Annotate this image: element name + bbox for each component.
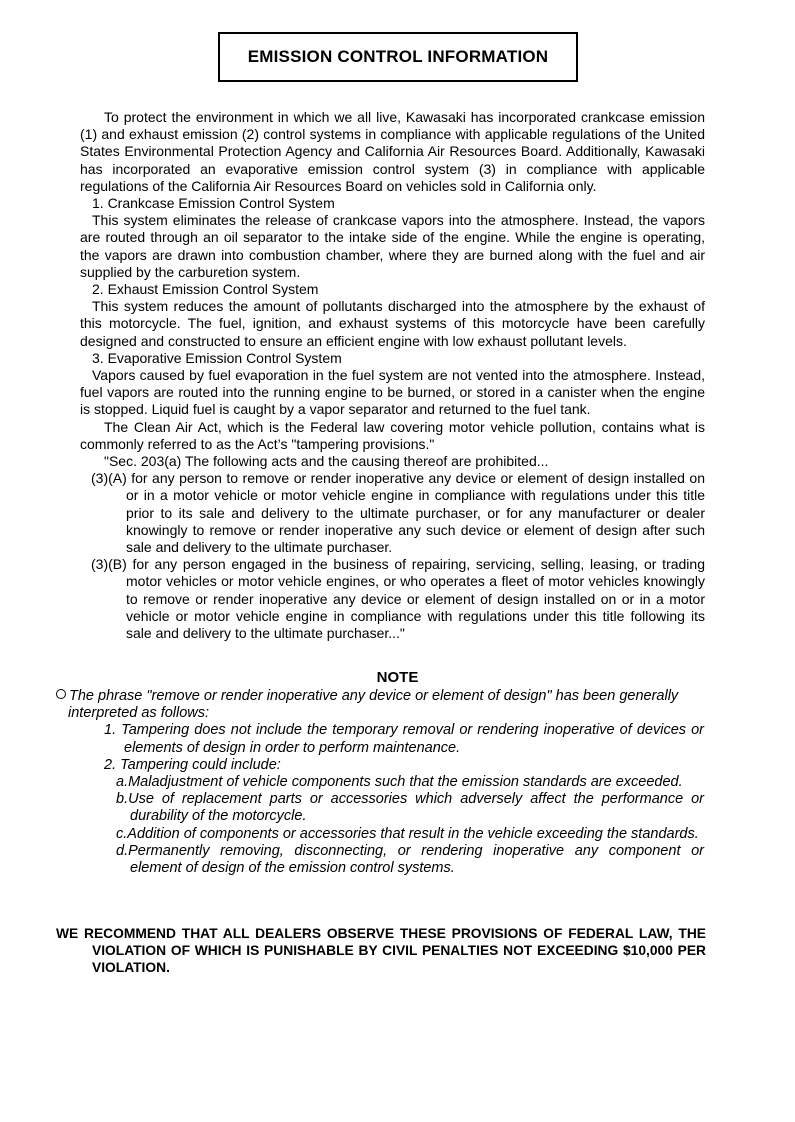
- system-body-exhaust: This system reduces the amount of pollutants discharged into the atmosphere by the exhaust of this motorcycle. The fuel, ignition, and exhaust systems of this motorcycle have been carefully designed and constructed to ensure an efficient engine with low exhaust pollutant levels.: [80, 298, 705, 349]
- system-heading-crankcase: 1. Crankcase Emission Control System: [92, 195, 335, 212]
- sec-203-quote: "Sec. 203(a) The following acts and the causing thereof are prohibited...: [104, 453, 549, 470]
- circle-bullet-icon: [56, 689, 66, 699]
- clause-3a: (3)(A) for any person to remove or render inoperative any device or element of design installed on or in a motor vehicle or motor vehicle engine in compliance with regulations under this title prior to its sale and delivery to the ultimate purchaser, or for any manufacturer or dealer knowingly to remove or render inoperative any such device or element of design after such sale and delivery to the ultimate purchaser.: [91, 470, 705, 556]
- system-heading-evaporative: 3. Evaporative Emission Control System: [92, 349, 342, 366]
- note-item-2: 2. Tampering could include:: [104, 756, 281, 773]
- body-text: [80, 109, 705, 642]
- clean-air-act-paragraph: The Clean Air Act, which is the Federal law covering motor vehicle pollution, contains what is commonly referred to as the Act’s "tampering provisions.": [80, 418, 705, 452]
- note-subitem-c: c.Addition of components or accessories that result in the vehicle exceeding the standards.: [116, 825, 699, 842]
- note-intro: [56, 688, 746, 722]
- clause-3b: (3)(B) for any person engaged in the business of repairing, servicing, selling, leasing, or trading motor vehicles or motor vehicle engines, or who operates a fleet of motor vehicles knowingly to remove or render inoperative any device or element of design installed on or in a motor vehicle or motor vehicle engine in compliance with regulations under this title following its sale and delivery to the ultimate purchaser...": [91, 556, 705, 642]
- note-block: [56, 688, 746, 877]
- page-title: EMISSION CONTROL INFORMATION: [218, 32, 578, 82]
- system-heading-exhaust: 2. Exhaust Emission Control System: [92, 281, 319, 298]
- system-body-crankcase: This system eliminates the release of crankcase vapors into the atmosphere. Instead, the vapors are routed through an oil separator to the intake side of the engine. While the engine is operating, the vapors are drawn into combustion chamber, where they are burned along with the fuel and air supplied by the carburetion system.: [80, 212, 705, 280]
- note-subitem-b: b.Use of replacement parts or accessories which adversely affect the performance or durability of the motorcycle.: [116, 791, 704, 825]
- note-subitem-a: a.Maladjustment of vehicle components such that the emission standards are exceeded.: [116, 774, 683, 791]
- intro-paragraph: To protect the environment in which we all live, Kawasaki has incorporated crankcase emission (1) and exhaust emission (2) control systems in compliance with applicable regulations of the United States Environmental Protection Agency and California Air Resources Board. Additionally, Kawasaki has incorporated an evaporative emission control system (3) in compliance with applicable regulations of the California Air Resources Board on vehicles sold in California only.: [80, 109, 705, 194]
- dealer-warning: WE RECOMMEND THAT ALL DEALERS OBSERVE THESE PROVISIONS OF FEDERAL LAW, THE VIOLATION OF WHICH IS PUNISHABLE BY CIVIL PENALTIES NOT EXCEEDING $10,000 PER VIOLATION.: [56, 926, 706, 976]
- note-intro-text: The phrase "remove or render inoperative any device or element of design" has been generally interpreted as follows:: [68, 688, 679, 722]
- note-item-1: 1. Tampering does not include the temporary removal or rendering inoperative of devices or elements of design in order to perform maintenance.: [104, 722, 704, 756]
- note-heading: NOTE: [376, 669, 419, 686]
- note-subitem-d: d.Permanently removing, disconnecting, or rendering inoperative any component or element of design of the emission control systems.: [116, 842, 704, 877]
- system-body-evaporative: Vapors caused by fuel evaporation in the fuel system are not vented into the atmosphere. Instead, fuel vapors are routed into the running engine to be burned, or stored in a canister when the engine is stopped. Liquid fuel is caught by a vapor separator and returned to the fuel tank.: [80, 367, 705, 418]
